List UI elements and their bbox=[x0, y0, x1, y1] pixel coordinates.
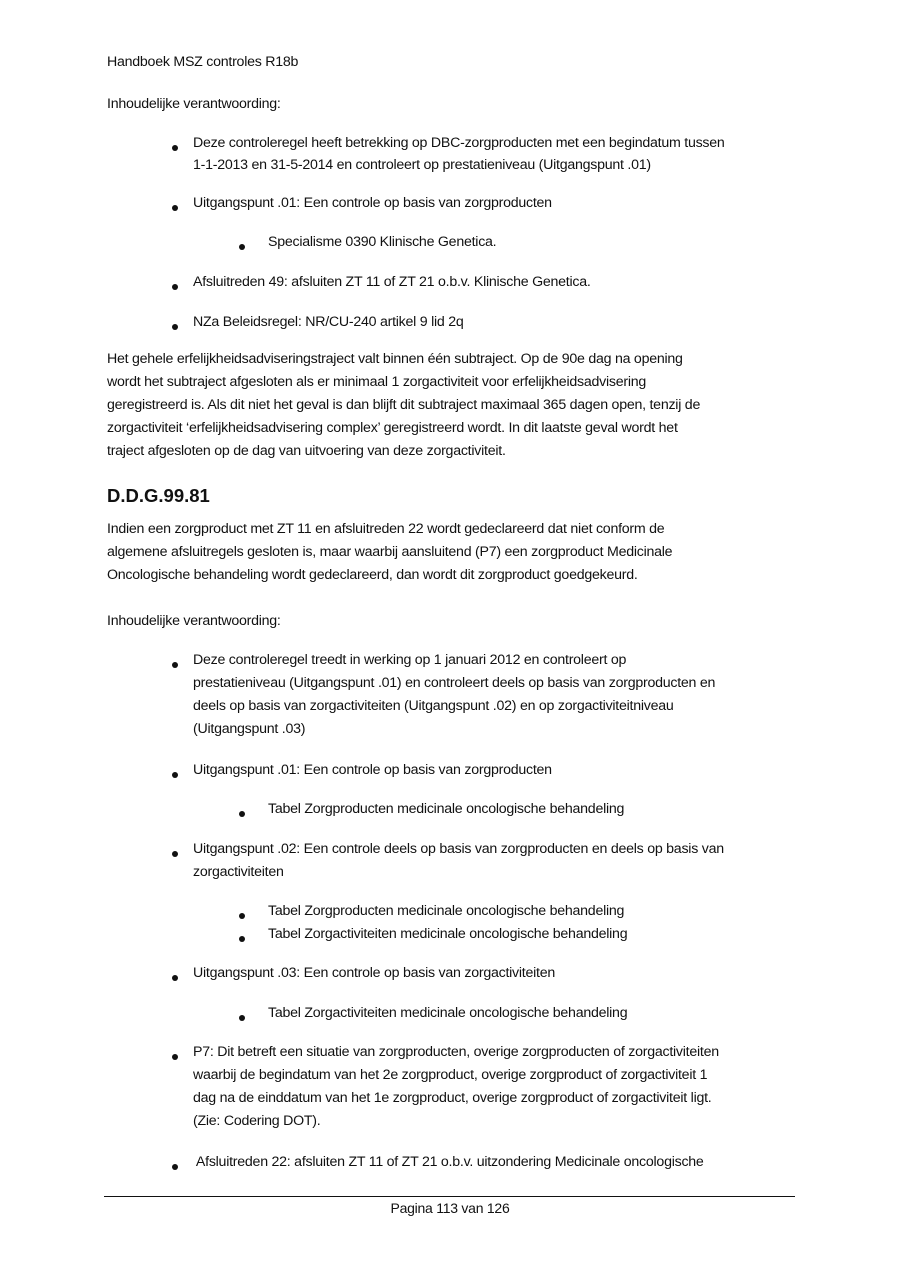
document-header-title: Handboek MSZ controles R18b bbox=[107, 54, 299, 70]
section-heading: D.D.G.99.81 bbox=[107, 485, 210, 506]
paragraph-line: wordt het subtraject afgesloten als er minimaal 1 zorgactiviteit voor erfelijkheidsadvisering bbox=[107, 374, 646, 390]
paragraph-line: Indien een zorgproduct met ZT 11 en afsluitreden 22 wordt gedeclareerd dat niet conform de bbox=[107, 521, 665, 537]
list-item-text: dag na de einddatum van het 1e zorgproduct, overige zorgproduct of zorgactiviteit ligt. bbox=[193, 1090, 712, 1106]
list-item-text: Deze controleregel heeft betrekking op DBC-zorgproducten met een begindatum tussen bbox=[193, 135, 725, 151]
list-item-text: NZa Beleidsregel: NR/CU-240 artikel 9 lid 2q bbox=[193, 314, 464, 330]
list-item-text: Afsluitreden 49: afsluiten ZT 11 of ZT 21 o.b.v. Klinische Genetica. bbox=[193, 274, 591, 290]
bullet-icon bbox=[239, 811, 245, 817]
list-item-text: Tabel Zorgactiviteiten medicinale oncologische behandeling bbox=[268, 1005, 628, 1021]
paragraph-line: geregistreerd is. Als dit niet het geval is dan blijft dit subtraject maximaal 365 dagen open, tenzij de bbox=[107, 397, 701, 413]
bullet-icon bbox=[172, 145, 178, 151]
list-item-text: Tabel Zorgproducten medicinale oncologische behandeling bbox=[268, 801, 625, 817]
bullet-icon bbox=[239, 1015, 245, 1021]
bullet-icon bbox=[172, 284, 178, 290]
section-label: Inhoudelijke verantwoording: bbox=[107, 613, 281, 629]
bullet-icon bbox=[172, 1164, 178, 1170]
list-item-text: Afsluitreden 22: afsluiten ZT 11 of ZT 21 o.b.v. uitzondering Medicinale oncologische bbox=[193, 1154, 704, 1170]
list-item-text: Tabel Zorgproducten medicinale oncologische behandeling bbox=[268, 903, 625, 919]
bullet-icon bbox=[172, 851, 178, 857]
list-item-text: 1-1-2013 en 31-5-2014 en controleert op prestatieniveau (Uitgangspunt .01) bbox=[193, 157, 651, 173]
list-item-text: deels op basis van zorgactiviteiten (Uitgangspunt .02) en op zorgactiviteitniveau bbox=[193, 698, 674, 714]
list-item-text: zorgactiviteiten bbox=[193, 864, 284, 880]
bullet-icon bbox=[172, 772, 178, 778]
paragraph-line: algemene afsluitregels gesloten is, maar waarbij aansluitend (P7) een zorgproduct Medicinale bbox=[107, 544, 673, 560]
list-item-text: Tabel Zorgactiviteiten medicinale oncologische behandeling bbox=[268, 926, 628, 942]
list-item-text: Uitgangspunt .01: Een controle op basis van zorgproducten bbox=[193, 195, 552, 211]
list-item-text: Uitgangspunt .03: Een controle op basis van zorgactiviteiten bbox=[193, 965, 555, 981]
bullet-icon bbox=[239, 936, 245, 942]
bullet-icon bbox=[172, 975, 178, 981]
list-item-text: Uitgangspunt .02: Een controle deels op basis van zorgproducten en deels op basis van bbox=[193, 841, 724, 857]
bullet-icon bbox=[172, 205, 178, 211]
footer-divider bbox=[104, 1196, 795, 1197]
section-label: Inhoudelijke verantwoording: bbox=[107, 96, 281, 112]
bullet-icon bbox=[172, 662, 178, 668]
paragraph-line: traject afgesloten op de dag van uitvoering van deze zorgactiviteit. bbox=[107, 443, 506, 459]
bullet-icon bbox=[239, 244, 245, 250]
list-item-text: Deze controleregel treedt in werking op 1 januari 2012 en controleert op bbox=[193, 652, 627, 668]
list-item-text: prestatieniveau (Uitgangspunt .01) en controleert deels op basis van zorgproducten en bbox=[193, 675, 716, 691]
paragraph-line: zorgactiviteit ‘erfelijkheidsadvisering complex’ geregistreerd wordt. In dit laatste geval wordt het bbox=[107, 420, 678, 436]
paragraph-line: Oncologische behandeling wordt gedeclareerd, dan wordt dit zorgproduct goedgekeurd. bbox=[107, 567, 638, 583]
bullet-icon bbox=[172, 1054, 178, 1060]
list-item-text: P7: Dit betreft een situatie van zorgproducten, overige zorgproducten of zorgactiviteiten bbox=[193, 1044, 719, 1060]
list-item-text: Uitgangspunt .01: Een controle op basis van zorgproducten bbox=[193, 762, 552, 778]
list-item-text: (Zie: Codering DOT). bbox=[193, 1113, 321, 1129]
list-item-text: waarbij de begindatum van het 2e zorgproduct, overige zorgproduct of zorgactiviteit 1 bbox=[193, 1067, 708, 1083]
bullet-icon bbox=[239, 913, 245, 919]
paragraph-line: Het gehele erfelijkheidsadviseringstraject valt binnen één subtraject. Op de 90e dag na opening bbox=[107, 351, 683, 367]
page-number: Pagina 113 van 126 bbox=[390, 1200, 510, 1216]
list-item-text: Specialisme 0390 Klinische Genetica. bbox=[268, 234, 497, 250]
list-item-text: (Uitgangspunt .03) bbox=[193, 721, 306, 737]
bullet-icon bbox=[172, 324, 178, 330]
